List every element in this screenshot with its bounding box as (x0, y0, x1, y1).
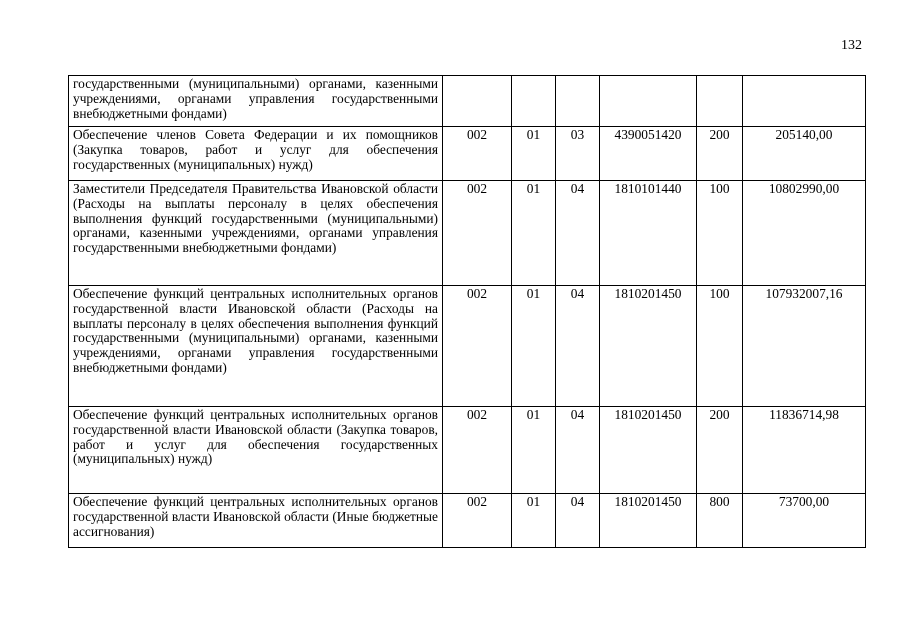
target-article-code: 4390051420 (600, 127, 697, 181)
row-description: Обеспечение функций центральных исполнительных органов государственной власти Ивановской области (Закупка товаров, работ и услуг для обеспечения государственных (муниципальных) нужд) (69, 407, 443, 494)
table-row (69, 127, 866, 181)
expense-type-code: 100 (697, 286, 743, 407)
ministry-code: 002 (443, 407, 512, 494)
table-row (69, 181, 866, 286)
section-code: 01 (512, 127, 556, 181)
table-row (69, 407, 866, 494)
section-code: 01 (512, 286, 556, 407)
ministry-code (443, 76, 512, 127)
table-row (69, 286, 866, 407)
target-article-code: 1810201450 (600, 494, 697, 548)
section-code: 01 (512, 494, 556, 548)
section-code: 01 (512, 407, 556, 494)
row-description: Заместители Председателя Правительства Ивановской области (Расходы на выплаты персоналу в целях обеспечения выполнения функций государственными (муниципальными) органами, казенными учреждениями, органами управления государственными внебюджетными фондами) (69, 181, 443, 286)
target-article-code: 1810101440 (600, 181, 697, 286)
ministry-code: 002 (443, 127, 512, 181)
table-row (69, 494, 866, 548)
expense-type-code: 100 (697, 181, 743, 286)
ministry-code: 002 (443, 181, 512, 286)
amount: 10802990,00 (743, 181, 866, 286)
subsection-code (556, 76, 600, 127)
subsection-code: 04 (556, 181, 600, 286)
target-article-code: 1810201450 (600, 286, 697, 407)
budget-table (68, 75, 866, 548)
subsection-code: 03 (556, 127, 600, 181)
amount: 205140,00 (743, 127, 866, 181)
ministry-code: 002 (443, 494, 512, 548)
ministry-code: 002 (443, 286, 512, 407)
expense-type-code: 200 (697, 127, 743, 181)
expense-type-code: 200 (697, 407, 743, 494)
section-code: 01 (512, 181, 556, 286)
subsection-code: 04 (556, 407, 600, 494)
row-description: Обеспечение функций центральных исполнительных органов государственной власти Ивановской области (Иные бюджетные ассигнования) (69, 494, 443, 548)
expense-type-code: 800 (697, 494, 743, 548)
subsection-code: 04 (556, 286, 600, 407)
amount: 73700,00 (743, 494, 866, 548)
page-number: 132 (841, 38, 862, 53)
row-description: Обеспечение функций центральных исполнительных органов государственной власти Ивановской области (Расходы на выплаты персоналу в целях обеспечения выполнения функций государственными (муниципальными) органами, казенными учреждениями, органами управления государственными внебюджетными фондами) (69, 286, 443, 407)
amount (743, 76, 866, 127)
target-article-code: 1810201450 (600, 407, 697, 494)
expense-type-code (697, 76, 743, 127)
row-description: государственными (муниципальными) органами, казенными учреждениями, органами управления государственными внебюджетными фондами) (69, 76, 443, 127)
section-code (512, 76, 556, 127)
amount: 11836714,98 (743, 407, 866, 494)
amount: 107932007,16 (743, 286, 866, 407)
subsection-code: 04 (556, 494, 600, 548)
target-article-code (600, 76, 697, 127)
table-row (69, 76, 866, 127)
row-description: Обеспечение членов Совета Федерации и их помощников (Закупка товаров, работ и услуг для обеспечения государственных (муниципальных) нужд) (69, 127, 443, 181)
